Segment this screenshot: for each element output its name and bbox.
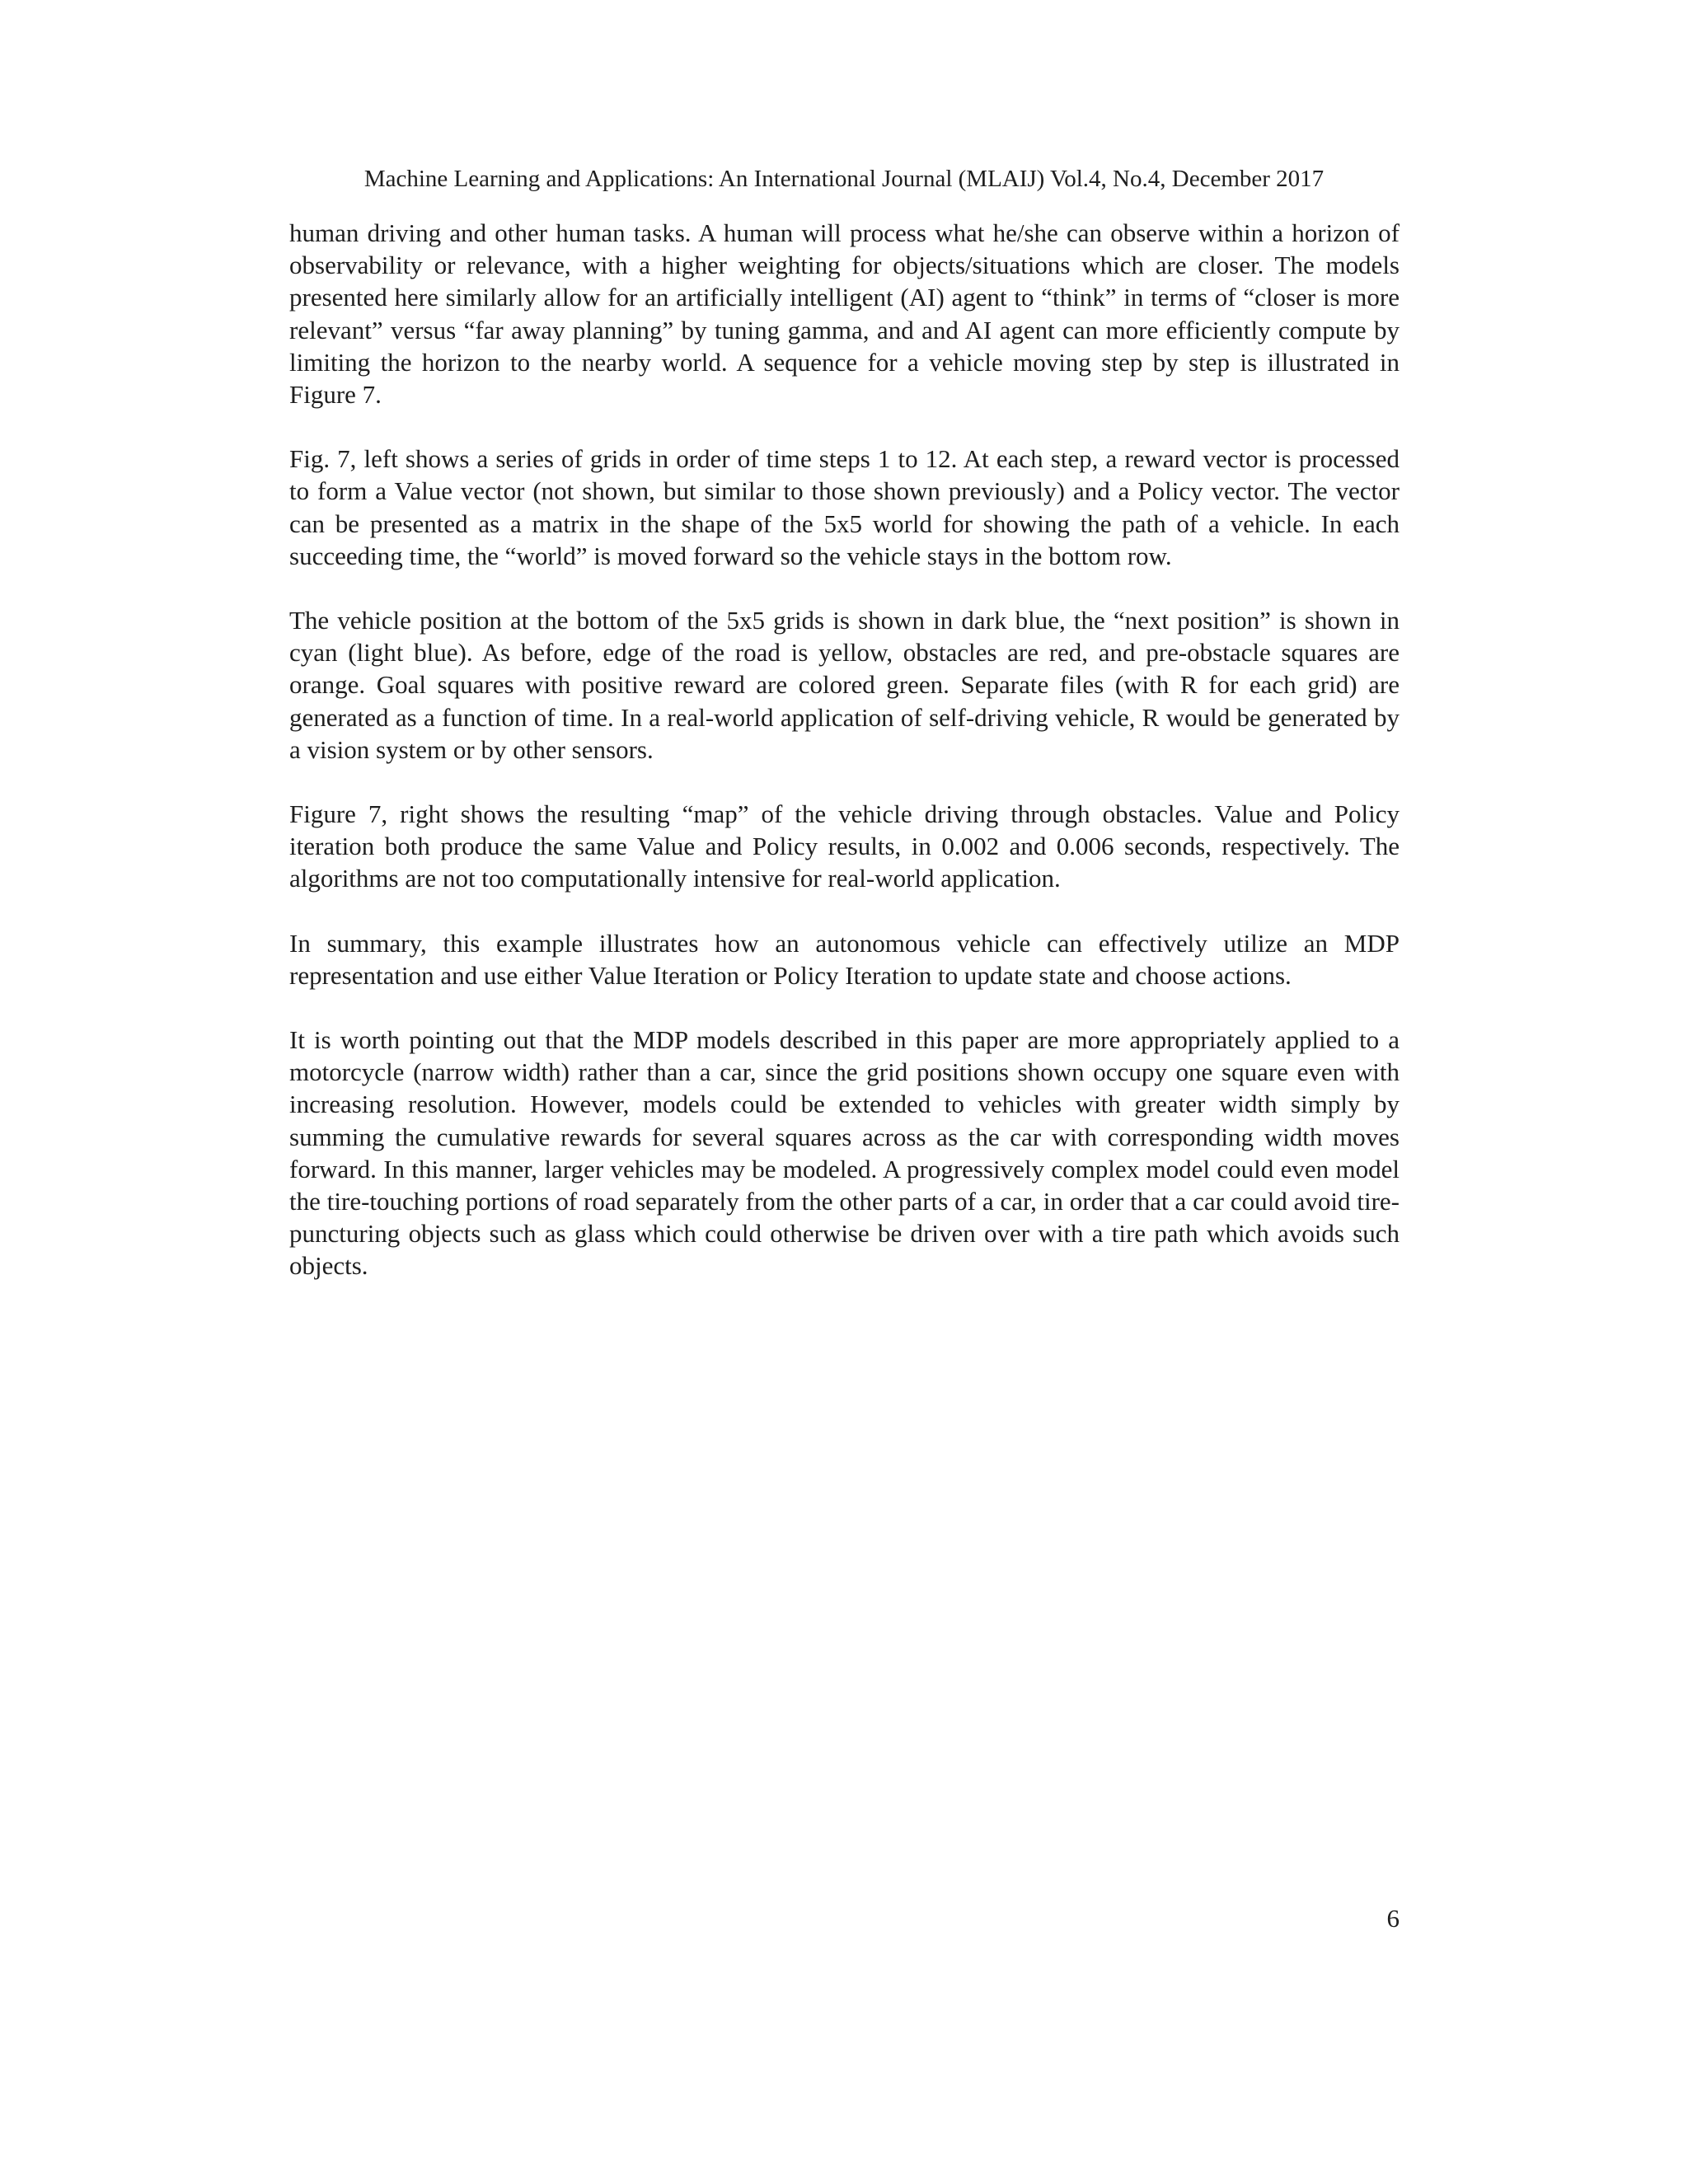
running-header: Machine Learning and Applications: An International Journal (MLAIJ) Vol.4, No.4, December 2017 [363,166,1325,192]
paragraph-vehicle-width: It is worth pointing out that the MDP models described in this paper are more appropriately applied to a motorcycle (narrow width) rather than a car, since the grid positions shown occupy one square even with increasing resolution. However, models could be extended to vehicles with greater width simply by summing the cumulative rewards for several squares across as the car with corresponding width moves forward. In this manner, larger vehicles may be modeled. A progressively complex model could even model the tire-touching portions of road separately from the other parts of a car, in order that a car could avoid tire-puncturing objects such as glass which could otherwise be driven over with a tire path which avoids such objects. [289,1025,1400,1281]
paragraph-driving-horizon: human driving and other human tasks. A human will process what he/she can observe within a horizon of observability or relevance, with a higher weighting for objects/situations which are closer. The models presented here similarly allow for an artificially intelligent (AI) agent to “think” in terms of “closer is more relevant” versus “far away planning” by tuning gamma, and and AI agent can more efficiently compute by limiting the horizon to the nearby world. A sequence for a vehicle moving step by step is illustrated in Figure 7. [289,218,1400,410]
paragraph-summary: In summary, this example illustrates how an autonomous vehicle can effectively utilize an MDP representation and use either Value Iteration or Policy Iteration to update state and choose actions. [289,928,1400,990]
paragraph-time-steps: Fig. 7, left shows a series of grids in order of time steps 1 to 12. At each step, a reward vector is processed to form a Value vector (not shown, but similar to those shown previously) and a Policy vector. The vector can be presented as a matrix in the shape of the 5x5 world for showing the path of a vehicle. In each succeeding time, the “world” is moved forward so the vehicle stays in the bottom row. [289,444,1400,570]
paragraph-color-legend: The vehicle position at the bottom of the 5x5 grids is shown in dark blue, the “next position” is shown in cyan (light blue). As before, edge of the road is yellow, obstacles are red, and pre-obstacle squares are orange. Goal squares with positive reward are colored green. Separate files (with R for each grid) are generated as a function of time. In a real-world application of self-driving vehicle, R would be generated by a vision system or by other sensors. [289,606,1400,764]
body-text [289,217,1400,1315]
page-number: 6 [1386,1904,1400,1933]
paragraph-results: Figure 7, right shows the resulting “map” of the vehicle driving through obstacles. Value and Policy iteration both produce the same Value and Policy results, in 0.002 and 0.006 seconds, respectively. The algorithms are not too computationally intensive for real-world application. [289,799,1400,893]
